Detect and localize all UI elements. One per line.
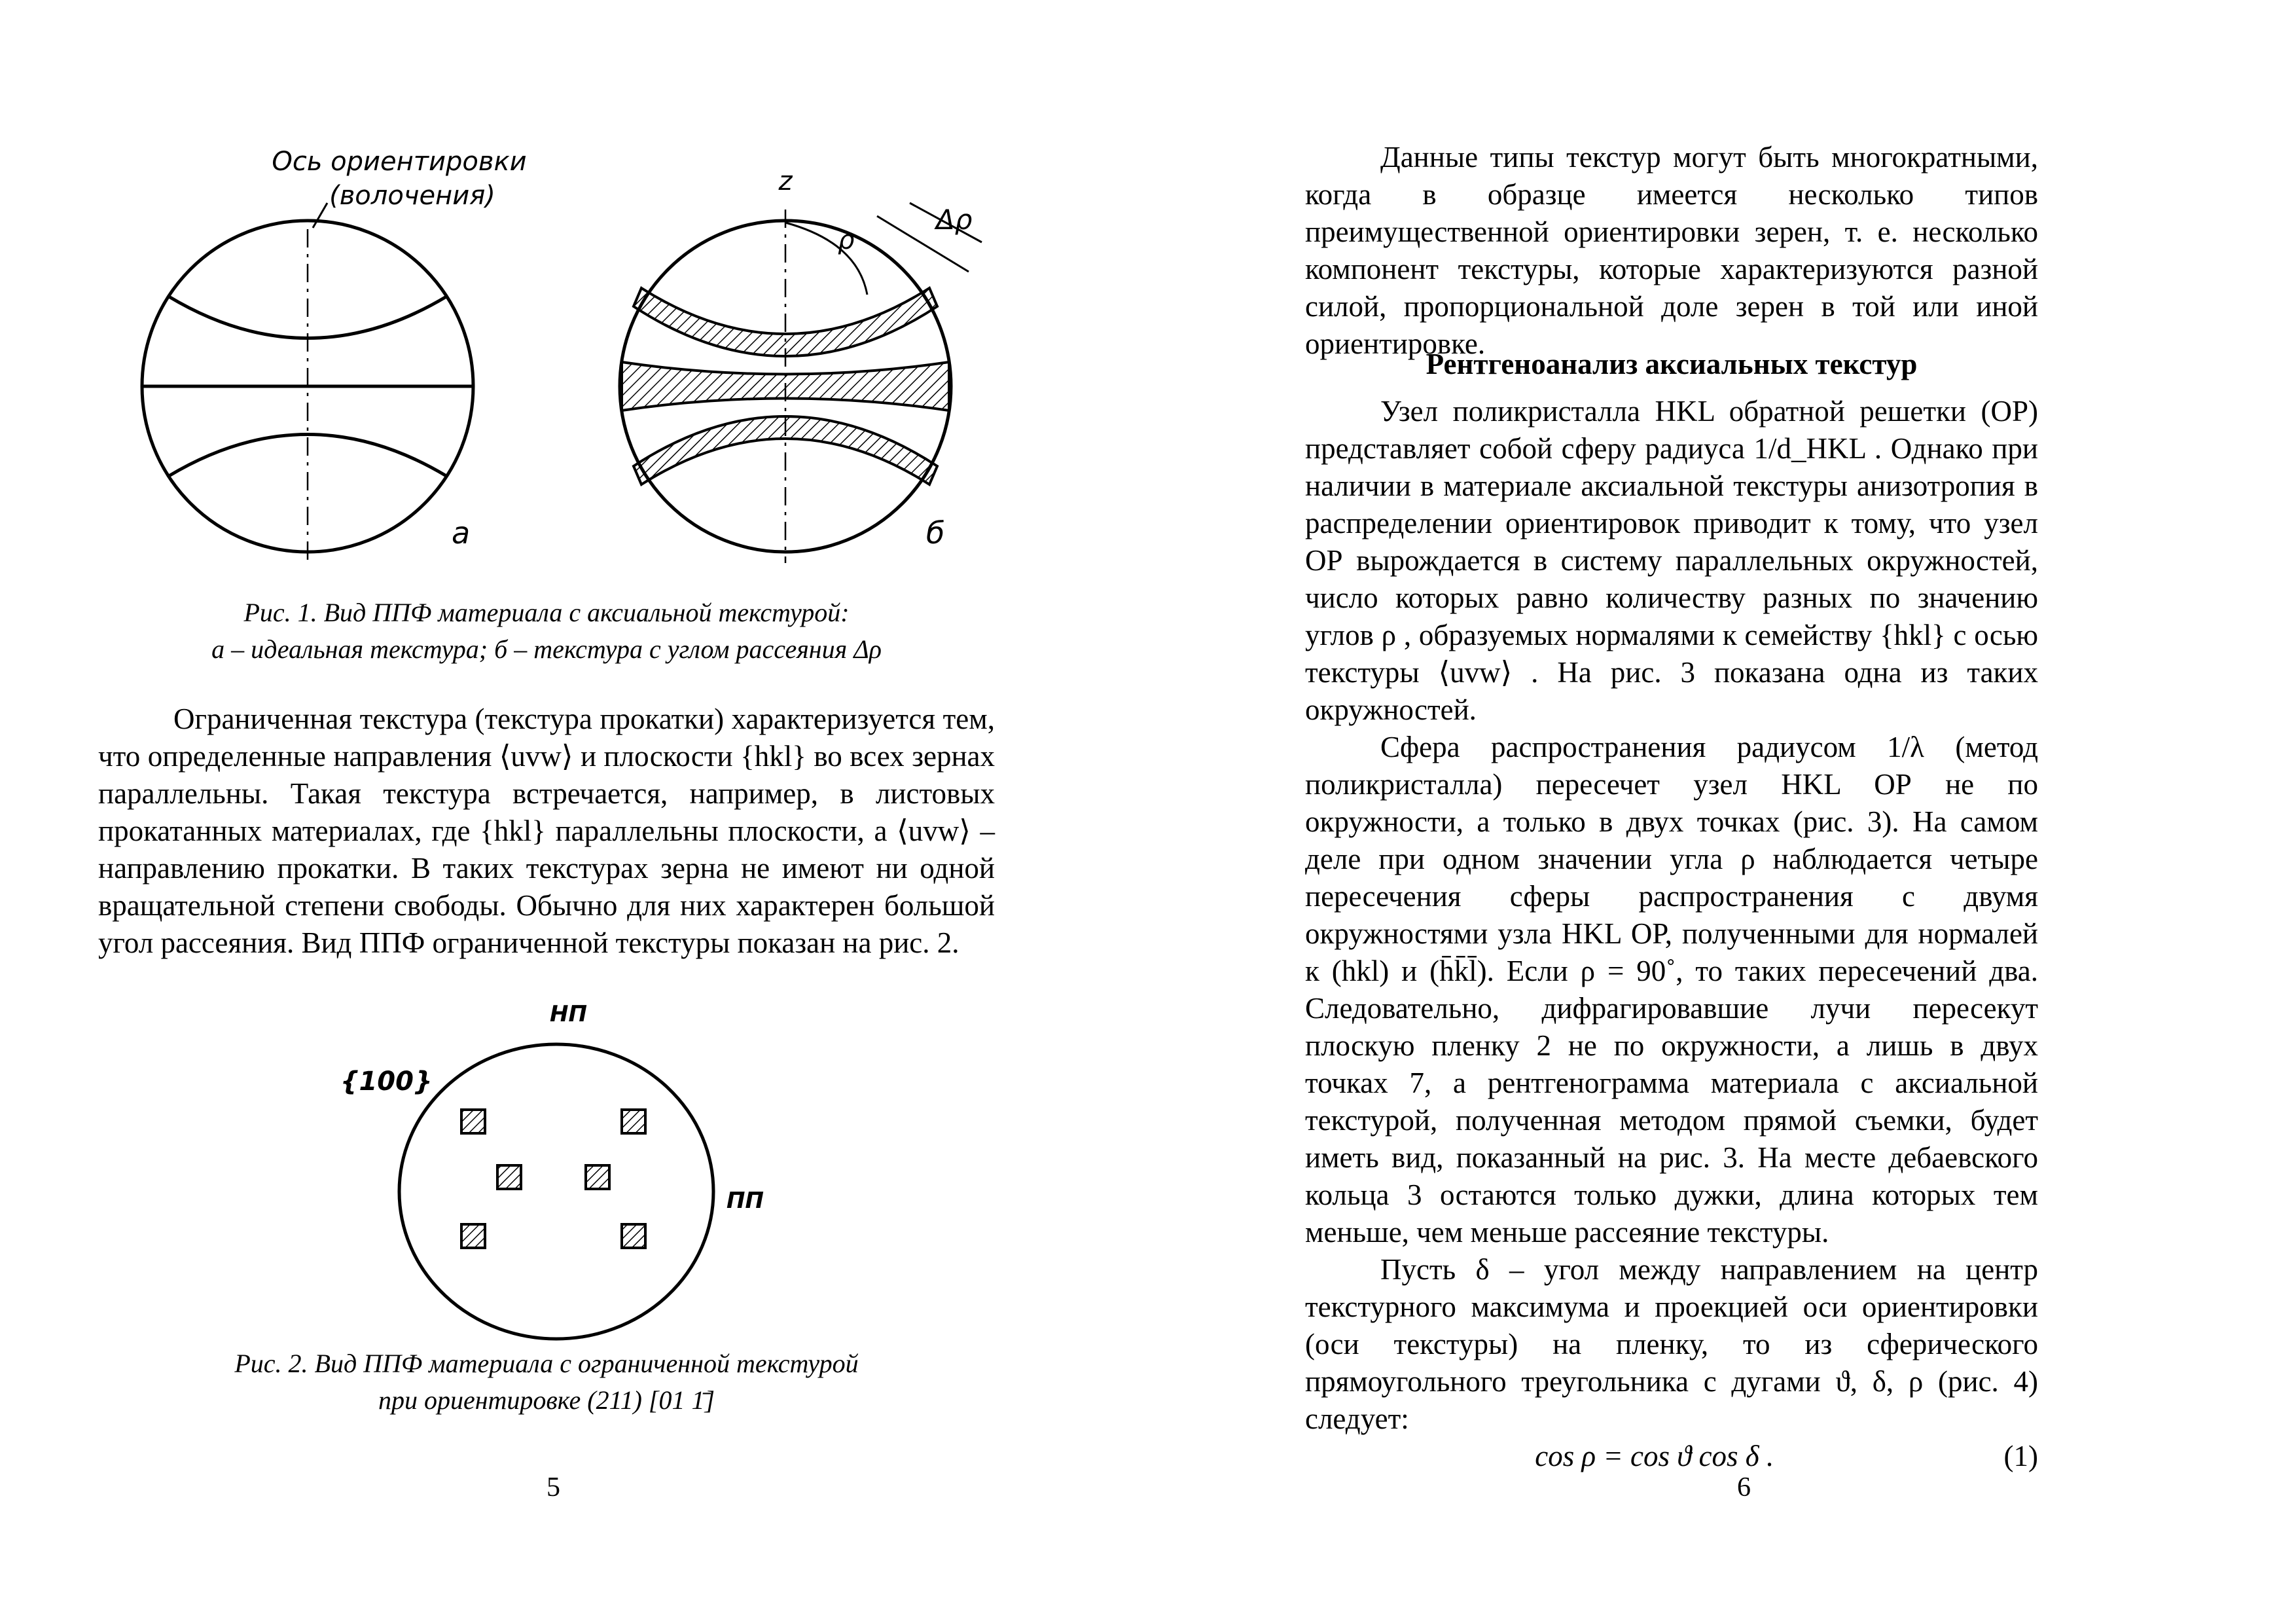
texture-pole-4 — [586, 1165, 609, 1189]
label-np: НП — [550, 1002, 587, 1027]
paragraph-delta-angle: Пусть δ – угол между направлением на центр текстурного максимума и проекцией оси ориентировки (оси текстуры) на пленку, то из сферического прямоугольного треугольника с дугами ϑ, δ, ρ (рис. 4) следует: — [1305, 1253, 2038, 1435]
label-rho: ρ — [838, 225, 855, 255]
left-paragraph — [98, 701, 995, 962]
figure-2-caption — [98, 1345, 995, 1419]
figure-1a — [142, 147, 527, 563]
right-page — [1148, 0, 2296, 1623]
paragraph-hkl-node: Узел поликристалла HKL обратной решетки (ОР) представляет собой сферу радиуса 1/d_HKL . Однако при наличии в материале аксиальной текстуры анизотропия в распределении ориентировок приводит к тому, что узел ОР вырождается в систему параллельных окружностей, число которых равно количеству разных по значению углов ρ , образуемых нормалями к семейству {hkl} с осью текстуры ⟨uvw⟩ . На рис. 3 показана одна из таких окружностей. — [1305, 395, 2038, 726]
paragraph-propagation-sphere: Сфера распространения радиусом 1/λ (метод поликристалла) пересечет узел HKL ОР не по окружности, а только в двух точках (рис. 3). На самом деле при одном значении угла ρ наблюдается четыре пересечения сферы распространения с двумя окружностями узла HKL ОР, полученными для нормалей к (hkl) и (h̄k̄l̄). Если ρ = 90˚, то таких пересечений два. Следовательно, дифрагировавшие лучи пересекут плоскую пленку 2 не по окружности, а лишь в двух точках 7, а рентгенограмма материала с аксиальной текстурой, полученная методом прямой съемки, будет иметь вид, показанный на рис. 3. На месте дебаевского кольца 3 остаются только дужки, длина которых тем меньше, чем меньше рассеяние текстуры. — [1305, 731, 2038, 1249]
label-delta-rho: Δρ — [936, 204, 973, 236]
formula-number: (1) — [2003, 1440, 2038, 1472]
label-pp: ПП — [726, 1188, 764, 1214]
paragraph-multiple-textures: Данные типы текстур могут быть многократными, когда в образце имеется несколько типов преимущественной ориентировки зерен, т. е. несколько компонент текстуры, которые характеризуются разной силой, пропорциональной доле зерен в той или иной ориентировке. — [1305, 141, 2038, 360]
texture-pole-1 — [461, 1110, 485, 1133]
pole-figure-ellipse — [399, 1044, 713, 1339]
texture-pole-3 — [497, 1165, 521, 1189]
caption2-line2: при ориентировке (211) [01 1̄] — [378, 1385, 715, 1415]
axis-label-line1: Ось ориентировки — [272, 147, 527, 177]
texture-pole-5 — [461, 1224, 485, 1248]
axis-label-line2: (волочения) — [329, 181, 495, 211]
equator-band-b — [622, 362, 949, 410]
caption1-line2: а – идеальная текстура; б – текстура с углом рассеяния Δρ — [211, 634, 882, 664]
formula-row — [1305, 1438, 2038, 1475]
caption2-line1: Рис. 2. Вид ППФ материала с ограниченной текстурой — [234, 1349, 859, 1378]
label-z: z — [778, 166, 793, 196]
rho-arc — [785, 223, 867, 295]
label-b: б — [926, 515, 945, 551]
figure-1 — [131, 131, 1021, 576]
right-body — [1305, 393, 2038, 1475]
paragraph-limited-texture: Ограниченная текстура (текстура прокатки) характеризуется тем, что определенные направления ⟨uvw⟩ и плоскости {hkl} во всех зернах параллельны. Такая текстура встречается, например, в листовых прокатанных материалах, где {hkl} параллельны плоскости, а ⟨uvw⟩ – направлению прокатки. В таких текстурах зерна не имеют ни одной вращательной степени свободы. Обычно для них характерен большой угол рассеяния. Вид ППФ ограниченной текстуры показан на рис. 2. — [98, 702, 995, 959]
page-number-right: 6 — [1737, 1472, 1751, 1503]
lower-band-b — [634, 416, 937, 484]
texture-pole-2 — [622, 1110, 645, 1133]
figure-1b — [620, 166, 982, 563]
formula: cos ρ = cos ϑ cos δ . — [1535, 1440, 1774, 1472]
caption1-line1: Рис. 1. Вид ППФ материала с аксиальной текстурой: — [243, 598, 850, 627]
label-100: {100} — [340, 1067, 433, 1097]
section-heading: Рентгеноанализ аксиальных текстур — [1426, 348, 1918, 380]
axis-pointer-line — [313, 203, 327, 228]
label-a: a — [452, 515, 471, 551]
figure-2 — [340, 1002, 798, 1349]
right-paragraph-1 — [1305, 139, 2038, 363]
texture-pole-6 — [622, 1224, 645, 1248]
page-number-left: 5 — [547, 1472, 560, 1503]
figure-1-caption — [98, 594, 995, 668]
